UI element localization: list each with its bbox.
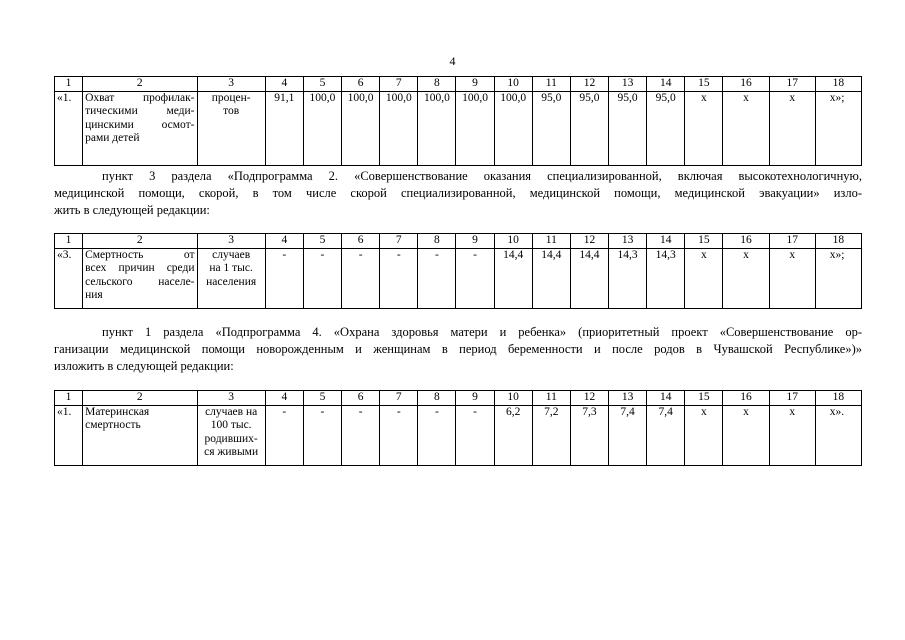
header-cell: 4 bbox=[265, 391, 303, 406]
header-cell: 8 bbox=[418, 234, 456, 249]
value-cell: 7,3 bbox=[570, 405, 608, 465]
value-cell: 7,4 bbox=[609, 405, 647, 465]
value-cell: 100,0 bbox=[418, 91, 456, 165]
header-cell: 16 bbox=[723, 77, 769, 92]
header-cell: 10 bbox=[494, 391, 532, 406]
value-cell: - bbox=[265, 248, 303, 308]
name-line: Смертность от bbox=[85, 248, 195, 261]
name-line: рами детей bbox=[85, 132, 140, 144]
header-cell: 17 bbox=[769, 77, 815, 92]
indicator-name bbox=[83, 248, 197, 308]
header-cell: 2 bbox=[83, 234, 197, 249]
row-number: «3. bbox=[55, 248, 83, 308]
unit-of-measure bbox=[197, 405, 265, 465]
value-cell: 14,4 bbox=[532, 248, 570, 308]
table-header-row bbox=[55, 234, 862, 249]
name-line: всех причин среди bbox=[85, 262, 195, 274]
value-cell: - bbox=[380, 248, 418, 308]
header-cell: 13 bbox=[609, 77, 647, 92]
header-cell: 3 bbox=[197, 77, 265, 92]
header-cell: 17 bbox=[769, 234, 815, 249]
header-cell: 15 bbox=[685, 77, 723, 92]
value-cell: х bbox=[685, 248, 723, 308]
value-cell: х bbox=[685, 405, 723, 465]
value-cell: х bbox=[723, 405, 769, 465]
value-cell: 14,3 bbox=[647, 248, 685, 308]
unit-line: населения bbox=[206, 275, 257, 288]
header-cell: 5 bbox=[303, 234, 341, 249]
unit-line: на 1 тыс. bbox=[209, 262, 253, 274]
name-line: смертность bbox=[85, 419, 141, 431]
indicator-name bbox=[83, 405, 197, 465]
indicator-name bbox=[83, 91, 197, 165]
value-cell: 95,0 bbox=[532, 91, 570, 165]
value-cell: - bbox=[342, 248, 380, 308]
header-cell: 17 bbox=[769, 391, 815, 406]
value-cell: - bbox=[380, 405, 418, 465]
paragraph-line: изложить в следующей редакции: bbox=[54, 359, 234, 373]
value-cell: 100,0 bbox=[303, 91, 341, 165]
value-cell: 91,1 bbox=[265, 91, 303, 165]
header-cell: 6 bbox=[342, 234, 380, 249]
table-header-row bbox=[55, 391, 862, 406]
name-line: сельского населе- bbox=[85, 275, 195, 288]
value-cell: - bbox=[265, 405, 303, 465]
header-cell: 9 bbox=[456, 234, 494, 249]
header-cell: 18 bbox=[815, 234, 861, 249]
value-cell: 14,3 bbox=[609, 248, 647, 308]
name-line: Материнская bbox=[85, 405, 150, 418]
header-cell: 12 bbox=[570, 234, 608, 249]
amendment-paragraph-2 bbox=[54, 324, 862, 375]
value-cell: - bbox=[342, 405, 380, 465]
value-cell: 100,0 bbox=[494, 91, 532, 165]
table-row bbox=[55, 405, 862, 465]
header-cell: 18 bbox=[815, 391, 861, 406]
header-cell: 11 bbox=[532, 391, 570, 406]
value-cell: х bbox=[723, 248, 769, 308]
header-cell: 9 bbox=[456, 391, 494, 406]
header-cell: 16 bbox=[723, 234, 769, 249]
header-cell: 13 bbox=[609, 234, 647, 249]
value-cell: 95,0 bbox=[647, 91, 685, 165]
unit-line: ся живыми bbox=[204, 446, 259, 458]
header-cell: 12 bbox=[570, 391, 608, 406]
paragraph-line: жить в следующей редакции: bbox=[54, 203, 210, 217]
header-cell: 2 bbox=[83, 391, 197, 406]
table-row bbox=[55, 248, 862, 308]
value-cell: 7,4 bbox=[647, 405, 685, 465]
page-number: 4 bbox=[449, 54, 456, 68]
unit-line: родивших- bbox=[204, 432, 258, 445]
unit-of-measure bbox=[197, 248, 265, 308]
name-line: тическими меди- bbox=[85, 105, 195, 117]
value-cell: 100,0 bbox=[342, 91, 380, 165]
header-cell: 1 bbox=[55, 77, 83, 92]
value-cell: - bbox=[456, 248, 494, 308]
header-cell: 7 bbox=[380, 391, 418, 406]
value-cell: х bbox=[769, 91, 815, 165]
header-cell: 13 bbox=[609, 391, 647, 406]
value-cell-last: х». bbox=[815, 405, 861, 465]
value-cell: - bbox=[303, 405, 341, 465]
header-cell: 9 bbox=[456, 77, 494, 92]
value-cell: х bbox=[685, 91, 723, 165]
indicator-table-2 bbox=[54, 233, 862, 309]
table-row bbox=[55, 91, 862, 165]
value-cell: - bbox=[456, 405, 494, 465]
value-cell: 95,0 bbox=[609, 91, 647, 165]
header-cell: 4 bbox=[265, 77, 303, 92]
row-number: «1. bbox=[55, 405, 83, 465]
header-cell: 14 bbox=[647, 77, 685, 92]
value-cell-last: х»; bbox=[815, 248, 861, 308]
value-cell: х bbox=[769, 405, 815, 465]
name-line: цинскими осмот- bbox=[85, 118, 195, 131]
header-cell: 6 bbox=[342, 77, 380, 92]
indicator-table-1 bbox=[54, 76, 862, 166]
name-line: ния bbox=[85, 289, 103, 301]
unit-line: тов bbox=[223, 105, 240, 117]
header-cell: 5 bbox=[303, 77, 341, 92]
table-header-row bbox=[55, 77, 862, 92]
header-cell: 7 bbox=[380, 77, 418, 92]
unit-line: случаев на bbox=[205, 405, 258, 418]
header-cell: 8 bbox=[418, 77, 456, 92]
header-cell: 6 bbox=[342, 391, 380, 406]
header-cell: 2 bbox=[83, 77, 197, 92]
header-cell: 3 bbox=[197, 391, 265, 406]
value-cell: 100,0 bbox=[380, 91, 418, 165]
header-cell: 15 bbox=[685, 234, 723, 249]
unit-line: 100 тыс. bbox=[210, 419, 252, 431]
header-cell: 7 bbox=[380, 234, 418, 249]
paragraph-line: медицинской помощи, скорой, в том числе скорой специализированной, медицинской помощи, медицинской эвакуации» изло- bbox=[54, 186, 862, 200]
header-cell: 3 bbox=[197, 234, 265, 249]
row-number: «1. bbox=[55, 91, 83, 165]
header-cell: 8 bbox=[418, 391, 456, 406]
amendment-paragraph-1 bbox=[54, 168, 862, 219]
value-cell: 7,2 bbox=[532, 405, 570, 465]
unit-of-measure bbox=[197, 91, 265, 165]
header-cell: 14 bbox=[647, 391, 685, 406]
unit-line: случаев bbox=[212, 248, 251, 261]
value-cell: 95,0 bbox=[570, 91, 608, 165]
value-cell: 14,4 bbox=[494, 248, 532, 308]
header-cell: 1 bbox=[55, 391, 83, 406]
header-cell: 5 bbox=[303, 391, 341, 406]
value-cell: - bbox=[418, 405, 456, 465]
header-cell: 16 bbox=[723, 391, 769, 406]
value-cell: х bbox=[723, 91, 769, 165]
paragraph-line: пункт 1 раздела «Подпрограмма 4. «Охрана здоровья матери и ребенка» (приоритетный проект «Совершенствование ор- bbox=[102, 325, 862, 339]
header-cell: 10 bbox=[494, 234, 532, 249]
value-cell-last: х»; bbox=[815, 91, 861, 165]
value-cell: 14,4 bbox=[570, 248, 608, 308]
paragraph-line: пункт 3 раздела «Подпрограмма 2. «Совершенствование оказания специализированной, включая высокотехнологичную, bbox=[102, 169, 862, 183]
value-cell: - bbox=[418, 248, 456, 308]
header-cell: 4 bbox=[265, 234, 303, 249]
header-cell: 11 bbox=[532, 234, 570, 249]
header-cell: 14 bbox=[647, 234, 685, 249]
value-cell: 6,2 bbox=[494, 405, 532, 465]
value-cell: 100,0 bbox=[456, 91, 494, 165]
header-cell: 10 bbox=[494, 77, 532, 92]
value-cell: х bbox=[769, 248, 815, 308]
header-cell: 1 bbox=[55, 234, 83, 249]
header-cell: 11 bbox=[532, 77, 570, 92]
paragraph-line: ганизации медицинской помощи новорожденным и женщинам в период беременности и после родов в Чувашской Республике»)» bbox=[54, 342, 862, 356]
header-cell: 12 bbox=[570, 77, 608, 92]
indicator-table-3 bbox=[54, 390, 862, 466]
unit-line: процен- bbox=[211, 91, 251, 104]
header-cell: 18 bbox=[815, 77, 861, 92]
header-cell: 15 bbox=[685, 391, 723, 406]
value-cell: - bbox=[303, 248, 341, 308]
name-line: Охват профилак- bbox=[85, 91, 195, 104]
